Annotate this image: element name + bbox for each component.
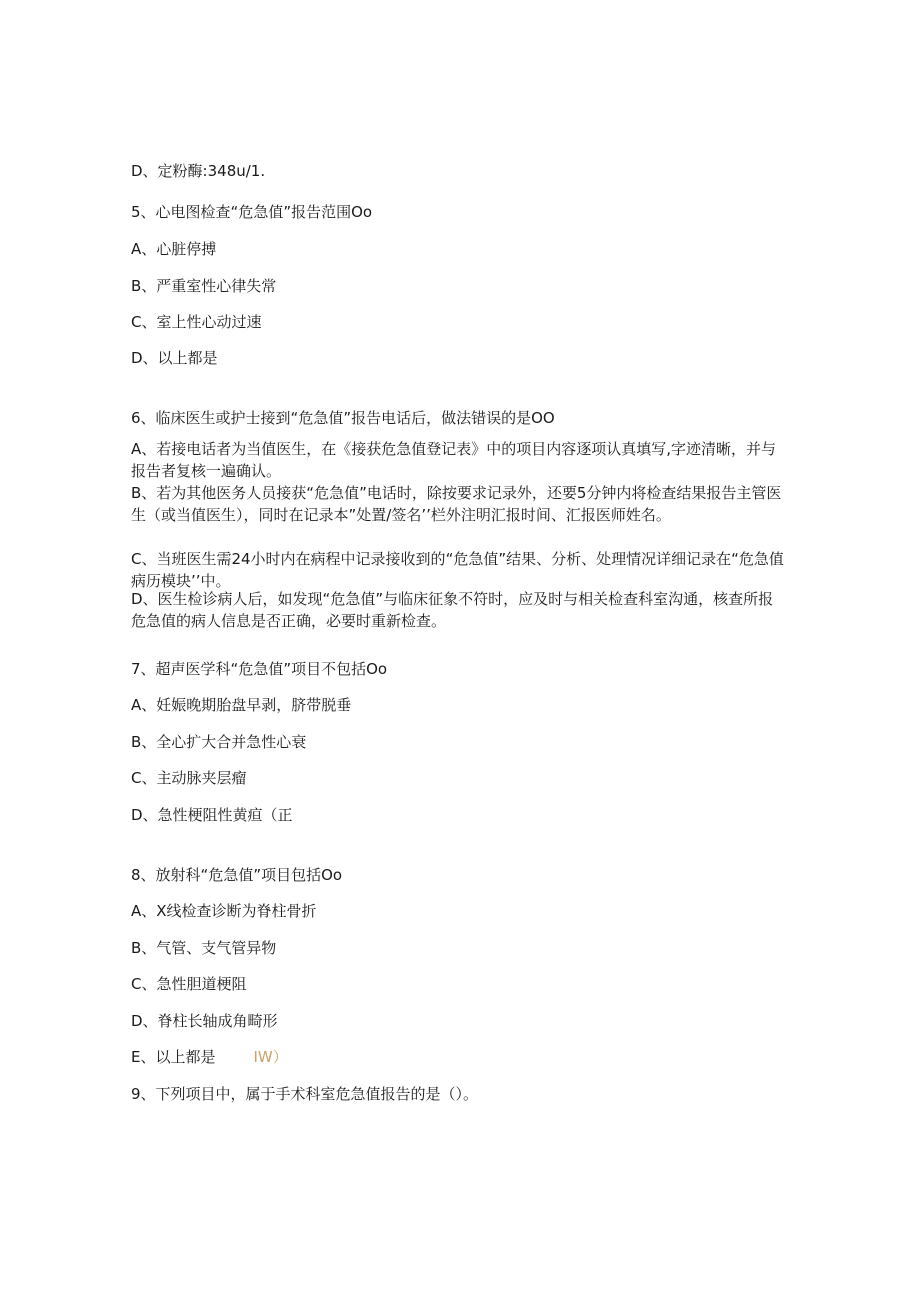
question-9: 9、下列项目中，属于手术科室危急值报告的是（）。 [131, 1085, 479, 1103]
question-8-option-e [131, 1047, 791, 1067]
question-5-option-a: A、心脏停搏 [131, 240, 217, 258]
question-5-option-b: B、严重室性心律失常 [131, 277, 277, 295]
question-8: 8、放射科“危急值”项目包括Oo [131, 866, 343, 884]
question-7-option-c: C、主动脉夹层瘤 [131, 769, 247, 787]
question-6-option-a: A、若接电话者为当值医生，在《接获危急值登记表》中的项目内容逐项认真填写,字迹清晰，并与报告者复核一遍确认。 [131, 440, 777, 480]
question-6-option-b: B、若为其他医务人员接获“危急值”电话时，除按要求记录外，还要5分钟内将检查结果报告主管医生（或当值医生），同时在记录本”处置/签名’’栏外注明汇报时间、汇报医师姓名。 [131, 484, 782, 524]
question-8-option-c: C、急性胆道梗阻 [131, 975, 247, 993]
question-8-option-d: D、脊柱长轴成角畸形 [131, 1012, 278, 1030]
question-7: 7、超声医学科“危急值”项目不包括Oo [131, 660, 388, 678]
question-8-option-b: B、气管、支气管异物 [131, 939, 277, 957]
question-8-option-a: A、X线检查诊断为脊柱骨折 [131, 902, 317, 920]
question-6-option-d: D、医生检诊病人后，如发现“危急值”与临床征象不符时，应及时与相关检查科室沟通，核查所报危急值的病人信息是否正确，必要时重新检查。 [131, 590, 774, 630]
question-5-option-c: C、室上性心动过速 [131, 313, 262, 331]
question-7-option-b: B、全心扩大合并急性心衰 [131, 733, 307, 751]
question-6: 6、临床医生或护士接到“危急值”报告电话后，做法错误的是OO [131, 409, 555, 427]
question-6-option-c: C、当班医生需24小时内在病程中记录接收到的“危急值”结果、分析、处理情况详细记录在“危急值病历模块’’中。 [131, 550, 784, 590]
answer-mark: IW） [253, 1048, 288, 1066]
question-5: 5、心电图检查“危急值”报告范围Oo [131, 203, 373, 221]
question-5-option-d: D、以上都是 [131, 349, 218, 367]
question-7-option-a: A、妊娠晚期胎盘早剥，脐带脱垂 [131, 696, 352, 714]
question-7-option-d: D、急性梗阻性黄疸（正 [131, 806, 293, 824]
question-8-option-e-text: E、以上都是 [131, 1048, 216, 1066]
option-d-amylase: D、定粉酶:348u/1. [131, 162, 266, 180]
